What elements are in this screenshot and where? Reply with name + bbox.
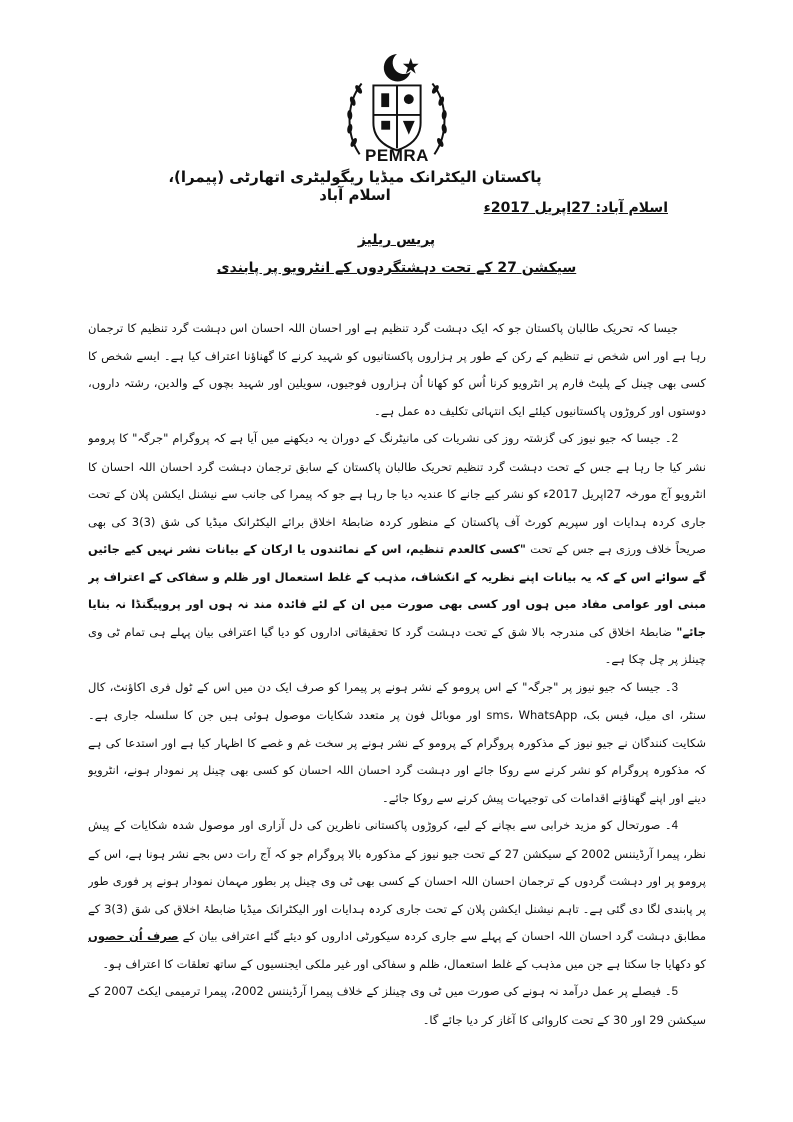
place-date: اسلام آباد: 27اپریل 2017ء (483, 200, 668, 216)
authority-name: پاکستان الیکٹرانک میڈیا ریگولیٹری اتھارٹی (پیمرا)، اسلام آباد (168, 168, 542, 204)
paragraph-text: صورتحال کو مزید خرابی سے بچانے کے لیے، کروڑوں پاکستانی ناظرین کی دل آزاری اور موصول شدہ شکایات کے پیش نظر، پیمرا آرڈیننس 2002 کے سیکشن 27 کے تحت جیو نیوز کے مذکورہ بالا پروگرام جو کہ آج رات دس بجے نشر ہونا ہے، اس کے پرومو پر اور دہشت گردوں کے ترجمان احسان اللہ احسان کے کسی بھی ٹی وی چینل پر بطور مہمان نمودار ہونے پر فوری طور پر پابندی لگا دی گئی ہے۔ تاہم نیشنل ایکشن پلان کے تحت جاری کردہ ہدایات اور الیکٹرانک میڈیا ضابطۂ اخلاق کی شق (3)3 کے مطابق دہشت گرد احسان اللہ احسان کے پہلے سے جاری کردہ سیکورٹی اداروں کو دیئے گئے اعترافی بیان کے (88, 818, 706, 943)
subject-heading: سیکشن 27 کے تحت دہشتگردوں کے انٹرویو پر پابندی (216, 260, 577, 276)
paragraph-text-after: کو دکھایا جا سکتا ہے جن میں مذہب کے غلط استعمال، ظلم و سفاکی اور غیر ملکی ایجنسیوں کے ساتھ تعلقات کا اعتراف ہو۔ (102, 956, 706, 971)
paragraph-text: جیسا کہ جیو نیوز پر "جرگہ" کے اس پرومو کے نشر ہونے پر پیمرا کو صرف ایک دن میں اس کے ٹول فری اکاؤنٹ، کال سنٹر، ای میل، فیس بک، sms، WhatsApp اور موبائل فون پر متعدد شکایات موصول ہوئی ہیں جن کا سلسلہ جاری ہے۔ شکایت کنندگان نے جیو نیوز کے مذکورہ پروگرام کے پرومو کے نشر ہونے پر سخت غم و غصے کا اظہار کیا ہے اور استدعا کی ہے کہ مذکورہ پروگرام کو نشر کرنے سے روکا جائے اور دہشت گرد احسان اللہ احسان کو کسی بھی چینل پر نمودار ہونے، انٹرویو دینے اور اپنے گھناؤنے اقدامات کی توجیہات پیش کرنے سے روکا جائے۔ (88, 679, 706, 805)
paragraph-1 (88, 315, 706, 425)
paragraph-bold-phrase: صرف اُن حصوں (88, 929, 179, 943)
press-release-title: پریس ریلیز (357, 232, 436, 248)
paragraph-text: جیسا کہ تحریک طالبان پاکستان جو کہ ایک دہشت گرد تنظیم ہے اور احسان اللہ احسان اس دہشت گرد تنظیم کا ترجمان رہا ہے اور اس شخص نے تنظیم کے رکن کے طور پر ہزاروں پاکستانیوں کو شہید کرنے کا گھناؤنا اعتراف کیا ہے۔ ایسے شخص کا کسی بھی چینل کے پلیٹ فارم پر انٹرویو کرنا اُس کو کھانا اُن ہزاروں فوجیوں، سویلین اور شہید بچوں کے والدین، رشتہ داروں، دوستوں اور کروڑوں پاکستانیوں کیلئے ایک انتہائی تکلیف دہ عمل ہے۔ (88, 321, 706, 418)
paragraph-5 (88, 978, 706, 1034)
paragraph-text: فیصلے پر عمل درآمد نہ ہونے کی صورت میں ٹی وی چینلز کے خلاف پیمرا آرڈیننس 2002، پیمرا ترمیمی ایکٹ 2007 کے سیکشن 29 اور 30 کے تحت کاروائی کا آغاز کر دیا جائے گا۔ (88, 984, 706, 1027)
paragraph-3 (88, 674, 706, 813)
paragraph-number: 2۔ (664, 433, 678, 445)
press-release-body (88, 315, 706, 1105)
paragraph-text: جیسا کہ جیو نیوز کی گزشتہ روز کی نشریات کی مانیٹرنگ کے دوران یہ دیکھنے میں آیا ہے کہ پروگرام "جرگہ" کا پرومو نشر کیا جا رہا ہے جس کے تحت دہشت گرد تنظیم تحریک طالبان پاکستان کے سابق ترجمان دہشت گرد احسان اللہ احسان کا انٹرویو آج مورخہ 27اپریل 2017ء کو نشر کیے جانے کا عندیہ دیا جا رہا ہے جو کہ پیمرا کی جانب سے نیشنل ایکشن پلان کے تحت جاری کردہ ہدایات اور سپریم کورٹ آف پاکستان کے منظور کردہ ضابطۂ اخلاق برائے الیکٹرانک میڈیا کی شق (3)3 کی بھی صریحاً خلاف ورزی ہے جس کے تحت (88, 431, 706, 556)
paragraph-number: 4۔ (664, 820, 678, 832)
paragraph-4 (88, 812, 706, 978)
paragraph-number: 5۔ (664, 986, 678, 998)
paragraph-2 (88, 425, 706, 674)
paragraph-bold-quote: "کسی کالعدم تنظیم، اس کے نمائندوں یا ارکان کے بیانات نشر نہیں کیے جائیں گے سوائے اس کے کہ یہ بیانات اپنے نظریہ کے انکشاف، مذہب کے غلط استعمال اور ظلم و سفاکی کے اعتراف پر مبنی اور عوامی مفاد میں ہوں اور کسی بھی صورت میں ان کے لئے فائدہ مند نہ ہوں اور پروپیگنڈا نہ بنایا جائے" (88, 542, 706, 639)
paragraph-number: 3۔ (664, 681, 679, 694)
paragraph-text-after: ضابطۂ اخلاق کی مندرجہ بالا شق کے تحت دہشت گرد کا تحقیقاتی اداروں کو دیا گیا اعترافی بیان پہلے ہی تمام ٹی وی چینلز پر چل چکا ہے۔ (88, 624, 706, 666)
pemra-logo-text: PEMRA (365, 146, 429, 165)
